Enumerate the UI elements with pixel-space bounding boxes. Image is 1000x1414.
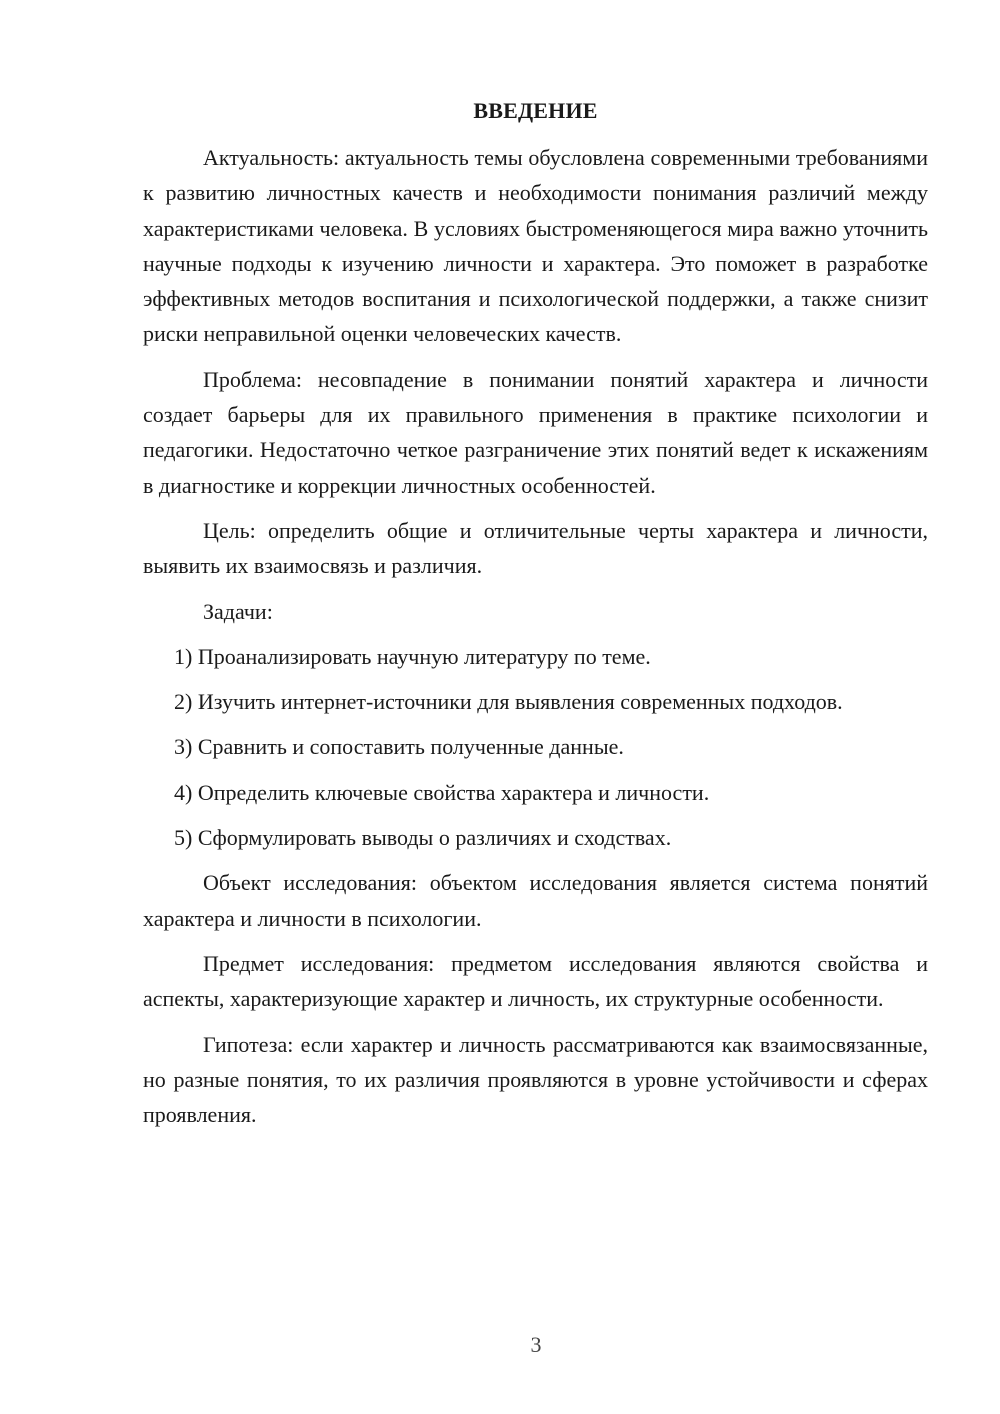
paragraph-problem: Проблема: несовпадение в понимании понятий характера и личности создает барьеры для их правильного применения в практике психологии и педагогики. Недостаточно четкое разграничение этих понятий ведет к искажениям в диагностике и коррекции личностных особенностей.: [143, 366, 928, 498]
page-number: 3: [530, 1332, 542, 1357]
page-title: ВВЕДЕНИЕ: [473, 98, 598, 123]
list-item-task-2: 2) Изучить интернет-источники для выявления современных подходов.: [174, 689, 843, 715]
document-page: [143, 94, 928, 1142]
list-item-task-4: 4) Определить ключевые свойства характера и личности.: [174, 779, 710, 805]
list-item-task-3: 3) Сравнить и сопоставить полученные данные.: [174, 734, 624, 760]
paragraph-object: Объект исследования: объектом исследования является система понятий характера и личности в психологии.: [143, 870, 928, 931]
list-item-task-1: 1) Проанализировать научную литературу по теме.: [174, 643, 651, 669]
paragraph-relevance: Актуальность: актуальность темы обусловлена современными требованиями к развитию личностных качеств и необходимости понимания различий между характеристиками человека. В условиях быстроменяющегося мира важно уточнить научные подходы к изучению личности и характера. Это поможет в разработке эффективных методов воспитания и психологической поддержки, а также снизит риски неправильной оценки человеческих качеств.: [143, 145, 928, 347]
paragraph-subject: Предмет исследования: предметом исследования являются свойства и аспекты, характеризующие характер и личность, их структурные особенности.: [143, 950, 928, 1012]
paragraph-goal: Цель: определить общие и отличительные черты характера и личности, выявить их взаимосвязь и различия.: [143, 517, 928, 579]
paragraph-hypothesis: Гипотеза: если характер и личность рассматриваются как взаимосвязанные, но разные понятия, то их различия проявляются в уровне устойчивости и сферах проявления.: [143, 1031, 928, 1128]
paragraph-tasks-heading: Задачи:: [203, 598, 273, 624]
list-item-task-5: 5) Сформулировать выводы о различиях и сходствах.: [174, 825, 672, 851]
